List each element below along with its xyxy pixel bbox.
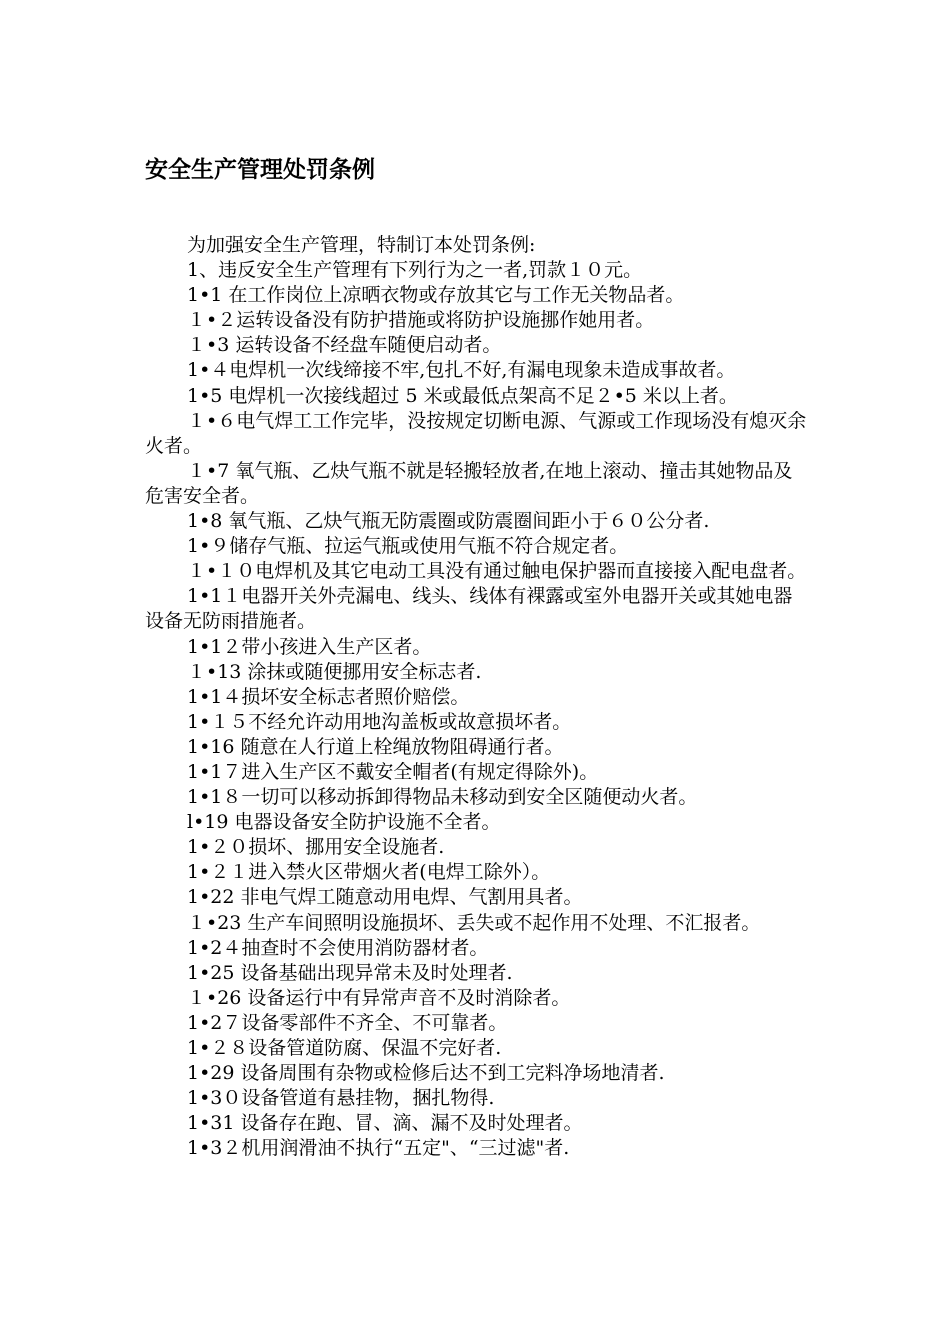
rule-item: 1•1７进入生产区不戴安全帽者(有规定得除外)。 xyxy=(187,760,599,783)
rule-item: 1•8 氧气瓶、乙炔气瓶无防震圈或防震圈间距小于６０公分者. xyxy=(187,510,710,533)
rule-item: 1•1１电器开关外壳漏电、线头、线体有裸露或室外电器开关或其她电器设备无防雨措施者。 xyxy=(145,585,793,633)
rule-item: 1•２１进入禁火区带烟火者(电焊工除外）。 xyxy=(187,861,551,884)
rule-item: １•13 涂抹或随便挪用安全标志者. xyxy=(187,660,482,683)
rule-item: 1•16 随意在人行道上栓绳放物阻碍通行者。 xyxy=(187,735,564,758)
rule-item: 1•29 设备周围有杂物或检修后达不到工完料净场地清者. xyxy=(187,1062,665,1085)
rule-item: １•26 设备运行中有异常声音不及时消除者。 xyxy=(187,986,571,1009)
rule-item: l•19 电器设备安全防护设施不全者。 xyxy=(187,811,501,834)
rule-item: 1•1８一切可以移动拆卸得物品未移动到安全区随便动火者。 xyxy=(187,786,698,809)
rule-item: 1•2４抽查时不会使用消防器材者。 xyxy=(187,936,489,959)
rule-item: １•６电气焊工工作完毕，没按规定切断电源、气源或工作现场没有熄灭余火者。 xyxy=(145,409,807,457)
rule-item: 1•3２机用润滑油不执行“五定"、“三过滤"者. xyxy=(187,1137,570,1160)
rule-item: 1•1４损坏安全标志者照价赔偿。 xyxy=(187,685,470,708)
rule-item: 1•２０损坏、挪用安全设施者. xyxy=(187,836,445,859)
rule-section-1: 1、违反安全生产管理有下列行为之一者,罚款１０元。 xyxy=(187,259,643,282)
rule-item: 1•２８设备管道防腐、保温不完好者. xyxy=(187,1037,502,1059)
rule-item: １•２运转设备没有防护措施或将防护设施挪作她用者。 xyxy=(187,309,655,332)
rule-item: 1•９储存气瓶、拉运气瓶或使用气瓶不符合规定者。 xyxy=(187,535,629,558)
rule-item: 1•１５不经允许动用地沟盖板或故意损坏者。 xyxy=(187,710,572,733)
rule-item: 1•1２带小孩进入生产区者。 xyxy=(187,635,432,658)
rule-item: 1•22 非电气焊工随意动用电焊、气割用具者。 xyxy=(187,886,583,909)
document-body xyxy=(145,233,811,1161)
rule-item: １•１０电焊机及其它电动工具没有通过触电保护器而直接接入配电盘者。 xyxy=(187,560,807,583)
rule-item: 1•2７设备零部件不齐全、不可靠者。 xyxy=(187,1011,508,1034)
rule-item: 1•1 在工作岗位上凉晒衣物或存放其它与工作无关物品者。 xyxy=(187,284,685,307)
intro-paragraph: 为加强安全生产管理，特制订本处罚条例: xyxy=(187,234,536,256)
rule-item: 1•31 设备存在跑、冒、滴、漏不及时处理者。 xyxy=(187,1112,583,1135)
rule-item: １•23 生产车间照明设施损坏、丢失或不起作用不处理、不汇报者。 xyxy=(187,911,761,934)
rule-item: 1•5 电焊机一次接线超过 5 米或最低点架高不足２•5 米以上者。 xyxy=(187,384,738,407)
rule-item: 1•25 设备基础出现异常未及时处理者. xyxy=(187,961,513,984)
rule-item: 1•４电焊机一次线缔接不牢,包扎不好,有漏电现象未造成事故者。 xyxy=(187,359,736,382)
rule-item: １•3 运转设备不经盘车随便启动者。 xyxy=(187,334,502,357)
rule-item: 1•3０设备管道有悬挂物，捆扎物得. xyxy=(187,1087,495,1110)
rule-item: １•7 氧气瓶、乙炔气瓶不就是轻搬轻放者,在地上滚动、撞击其她物品及危害安全者。 xyxy=(145,459,793,507)
document-title: 安全生产管理处罚条例 xyxy=(145,157,375,183)
